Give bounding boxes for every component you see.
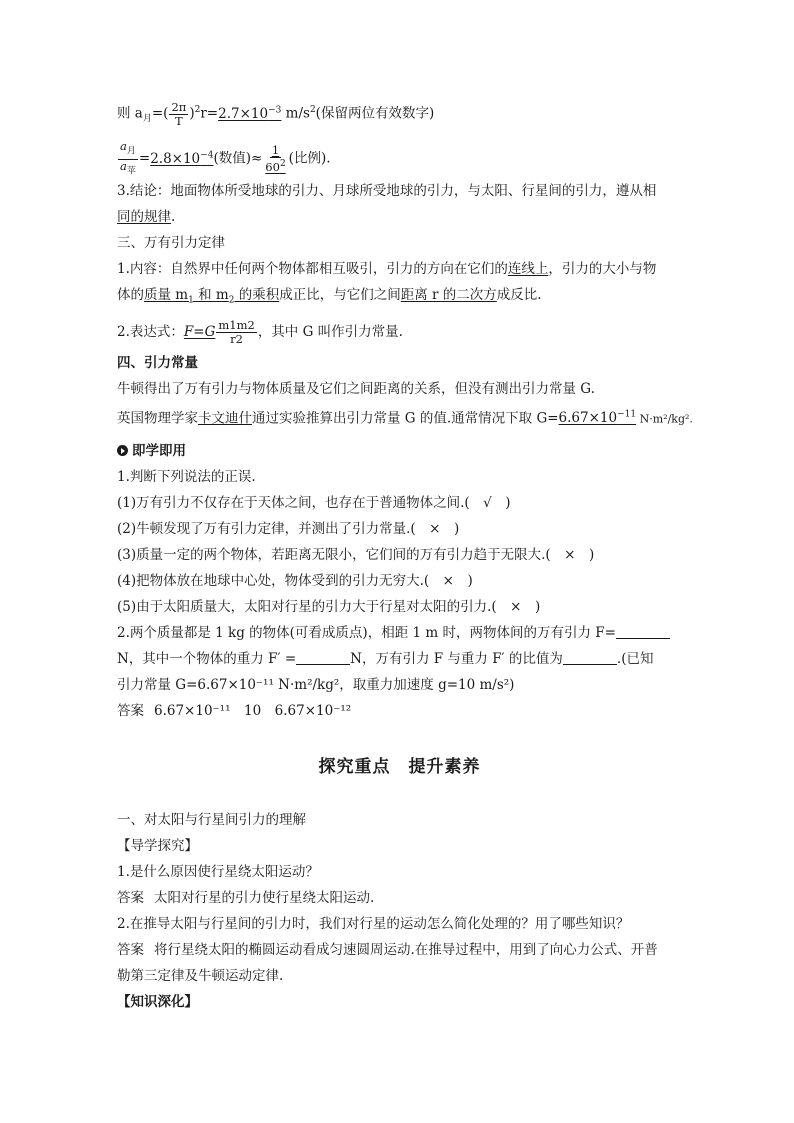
fraction-one-over-60-squared: $\frac{1}{60^2}$ — [265, 143, 286, 175]
guide-heading: 【导学探究】 — [117, 838, 198, 855]
judgement-item: (4)把物体放在地球中心处，物体受到的引力无穷大.( × ) — [117, 573, 473, 590]
judgement-item: (5)由于太阳质量大，太阳对行星的引力大于行星对太阳的引力.( × ) — [117, 599, 541, 616]
ratio-value: $2.8\times 10^{-4}$ — [150, 150, 214, 167]
ratio-fraction: $\frac{a_月}{a_苹}$ — [120, 139, 136, 176]
moon-acceleration-value: $2.7\times 10^{-3}$ — [218, 105, 282, 122]
answer-line: 答案 6.67×10⁻¹¹ 10 6.67×10⁻¹² — [117, 703, 352, 720]
guide-answer: 答案 将行星绕太阳的椭圆运动看成匀速圆周运动.在推导过程中，用到了向心力公式、开普 — [117, 942, 658, 959]
question-title: 1.判断下列说法的正误. — [117, 469, 256, 486]
answer-blank — [616, 624, 670, 639]
conclusion-text: 3.结论：地面物体所受地球的引力、月球所受地球的引力，与太阳、行星间的引力，遵从相 — [117, 182, 657, 199]
conclusion-text-cont: 同的规律. — [117, 208, 176, 225]
fraction-2pi-over-t: $\frac{2\pi}{T}$ — [171, 99, 187, 128]
guide-question: 1.是什么原因使行星绕太阳运动？ — [117, 864, 319, 881]
answer-blank — [296, 650, 350, 665]
judgement-item: (1)万有引力不仅存在于天体之间，也存在于普通物体之间.( √ ) — [117, 495, 511, 512]
play-circle-icon — [117, 445, 128, 456]
section-heading: 三、万有引力定律 — [117, 234, 225, 251]
section-heading: 四、引力常量 — [117, 354, 198, 371]
judgement-item: (2)牛顿发现了万有引力定律，并测出了引力常量.( × ) — [117, 521, 460, 538]
document-page — [117, 92, 693, 1015]
law-content-line: 1.内容：自然界中任何两个物体都相互吸引，引力的方向在它们的连线上，引力的大小与物 — [117, 260, 657, 277]
gravity-constant-text: 英国物理学家卡文迪什通过实验推算出引力常量 G 的值.通常情况下取 $G=6.67\times 10^{-11}$ N·m²/kg². — [117, 409, 693, 427]
formula-text: =( — [151, 105, 169, 122]
practice-heading: 即学即用 — [117, 438, 682, 464]
deepen-heading: 【知识深化】 — [117, 994, 198, 1011]
guide-answer-cont: 勒第三定律及牛顿运动定律. — [117, 968, 284, 985]
section-heading: 一、对太阳与行星间引力的理解 — [117, 812, 306, 829]
guide-answer: 答案 太阳对行星的引力使行星绕太阳运动. — [117, 890, 375, 907]
answer-blank — [563, 650, 617, 665]
gravity-fraction: $\frac{m1m2}{r2}$ — [218, 317, 255, 346]
page-title: 探究重点 提升素养 — [318, 757, 481, 778]
question-line: 引力常量 G=6.67×10⁻¹¹ N·m²/kg²，取重力加速度 g=10 m/s²) — [117, 677, 515, 694]
formula-subscript: 月 — [142, 114, 152, 125]
gravity-constant-text: 牛顿得出了万有引力与物体质量及它们之间距离的关系，但没有测出引力常量 G. — [117, 380, 595, 397]
acceleration-ratio-formula: $\frac{a_月}{a_苹}$ $=2.8\times 10^{-4}$(数值)≈ $\frac{1}{60^2}$ (比例). — [120, 139, 331, 176]
moon-acceleration-formula: 则 $a_月=$( $\frac{2\pi}{T}$ )$^2r=2.7\times 10^{-3}$ $m/s^2$(保留两位有效数字) — [117, 99, 435, 128]
judgement-item: (3)质量一定的两个物体，若距离无限小，它们间的万有引力趋于无限大.( × ) — [117, 547, 595, 564]
guide-question: 2.在推导太阳与行星间的引力时，我们对行星的运动怎么简化处理的？用了哪些知识？ — [117, 916, 630, 933]
question-line: N，其中一个物体的重力 F′ = N，万有引力 F 与重力 F′ 的比值为 .(已知 — [117, 651, 654, 668]
law-expression: 2.表达式：F=G $\frac{m1m2}{r2}$ ，其中 G 叫作引力常量. — [117, 317, 403, 346]
question-line: 2.两个质量都是 1 kg 的物体(可看成质点)，相距 1 m 时，两物体间的万有引力 F= — [117, 620, 682, 646]
formula-text: 则 a — [117, 105, 143, 122]
law-content-line: 体的质量 $m_1$ 和 $m_2$ 的乘积成正比，与它们之间距离 r 的二次方成反比. — [117, 286, 542, 306]
